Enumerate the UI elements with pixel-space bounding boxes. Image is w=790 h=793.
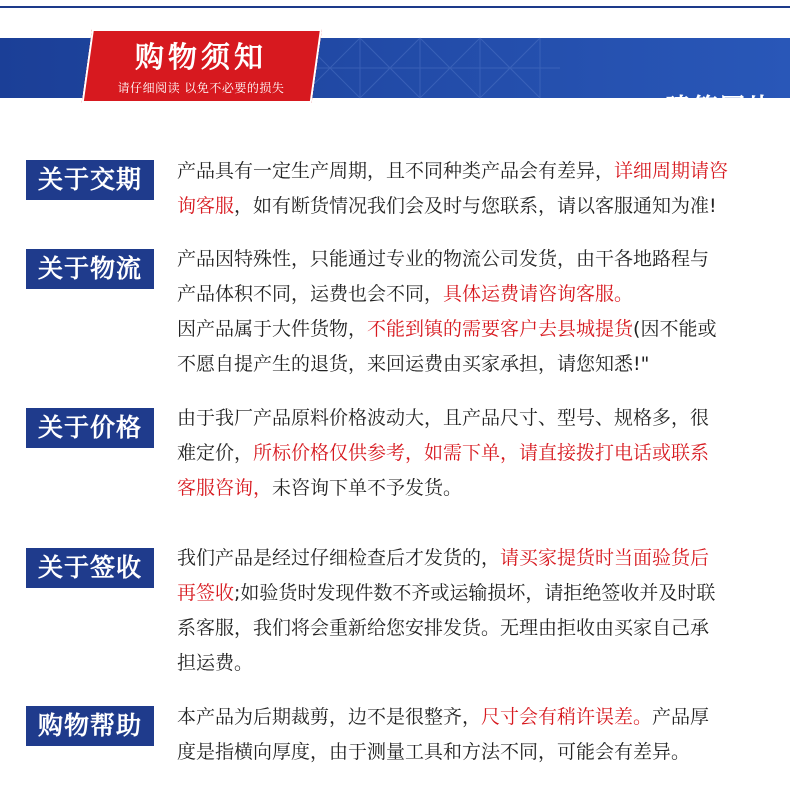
section-label-receipt: 关于签收 — [26, 548, 154, 588]
highlight-text: 询客服 — [177, 195, 235, 217]
text-line — [177, 611, 761, 646]
text-line — [177, 154, 761, 189]
body-text: 由于我厂产品原料价格波动大，且产品尺寸、型号、规格多，很 — [177, 407, 710, 429]
highlight-text: 所标价格仅供参考，如需下单，请直接拨打电话或联系 — [253, 442, 710, 464]
section-text-help — [177, 700, 761, 770]
body-text: 度是指横向厚度，由于测量工具和方法不同，可能会有差异。 — [177, 741, 691, 763]
text-line — [177, 312, 761, 347]
top-divider-line — [0, 6, 790, 8]
text-line — [177, 700, 761, 735]
body-text: 不愿自提产生的退货，来回运费由买家承担，请您知悉!" — [177, 353, 650, 375]
text-line — [177, 277, 761, 312]
text-line — [177, 646, 761, 681]
notice-badge-text — [92, 29, 322, 103]
highlight-text: 请买家提货时当面验货后 — [500, 547, 710, 569]
highlight-text: 不能到镇的需要客户去县城提货 — [367, 318, 634, 340]
body-text: 因产品属于大件货物， — [177, 318, 368, 340]
highlight-text: 详细周期请咨 — [614, 160, 729, 182]
section-text-logistics — [177, 242, 761, 382]
section-label-price: 关于价格 — [26, 408, 154, 448]
body-text: 产品体积不同，运费也会不同， — [177, 283, 444, 305]
body-text: ;如验货时发现件数不齐或运输损坏，请拒绝签收并及时联 — [234, 582, 716, 604]
section-text-delivery — [177, 154, 761, 224]
text-line — [177, 436, 761, 471]
body-text: 本产品为后期裁剪，边不是很整齐， — [177, 706, 482, 728]
highlight-text: 再签收 — [177, 582, 235, 604]
highlight-text: 具体运费请咨询客服。 — [443, 283, 634, 305]
page-title: 购物须知 — [134, 40, 267, 74]
body-text: 担运费。 — [177, 652, 254, 674]
body-text: (因不能或 — [633, 318, 717, 340]
body-text: 产品具有一定生产周期，且不同种类产品会有差异， — [177, 160, 615, 182]
body-text: 难定价， — [177, 442, 254, 464]
body-text: ，如有断货情况我们会及时与您联系，请以客服通知为准! — [234, 195, 717, 217]
text-line — [177, 541, 761, 576]
text-line — [177, 189, 761, 224]
highlight-text: 客服咨询， — [177, 477, 273, 499]
text-line — [177, 347, 761, 382]
text-line — [177, 401, 761, 436]
page-subtitle: 请仔细阅读 以免不必要的损失 — [117, 81, 285, 95]
section-text-price — [177, 401, 761, 506]
section-label-help: 购物帮助 — [26, 706, 154, 746]
body-text: 产品厚 — [652, 706, 710, 728]
text-line — [177, 471, 761, 506]
section-label-delivery: 关于交期 — [26, 160, 154, 200]
section-text-receipt — [177, 541, 761, 681]
body-text: 未咨询下单不予发货。 — [272, 477, 463, 499]
section-label-logistics: 关于物流 — [26, 249, 154, 289]
body-text: 产品因特殊性，只能通过专业的物流公司发货，由干各地路程与 — [177, 248, 710, 270]
highlight-text: 尺寸会有稍许误差。 — [481, 706, 653, 728]
brand-name: 建筑网片 — [665, 93, 774, 122]
text-line — [177, 242, 761, 277]
text-line — [177, 576, 761, 611]
body-text: 系客服，我们将会重新给您安排发货。无理由拒收由买家自己承 — [177, 617, 710, 639]
text-line — [177, 735, 761, 770]
body-text: 我们产品是经过仔细检查后才发货的， — [177, 547, 501, 569]
